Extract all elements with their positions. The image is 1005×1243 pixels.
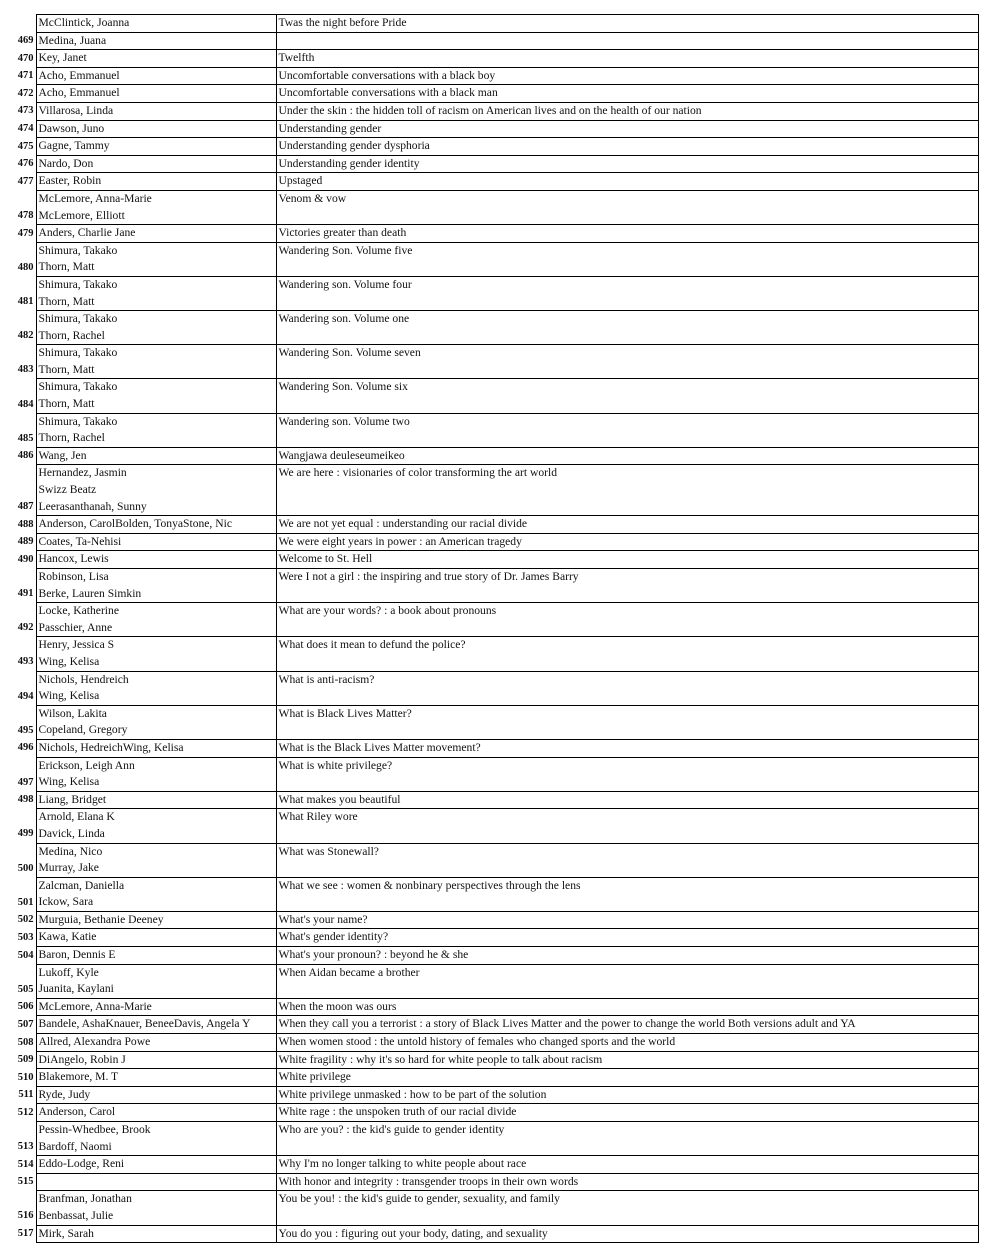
author-name: Anderson, CarolBolden, TonyaStone, Nic	[38, 517, 232, 531]
author-cell	[36, 379, 276, 413]
table-row	[4, 102, 978, 120]
row-number: 507	[17, 1018, 34, 1030]
author-name: McLemore, Anna-Marie	[38, 999, 152, 1013]
title-cell: White rage : the unspoken truth of our racial divide	[276, 1104, 978, 1122]
book-list-table	[4, 14, 979, 1243]
author-cell	[36, 1069, 276, 1087]
title-cell: Victories greater than death	[276, 225, 978, 243]
table-row	[4, 1051, 978, 1069]
book-list-page	[0, 14, 1005, 1243]
author-name: Copeland, Gregory	[38, 723, 128, 737]
author-cell	[36, 1086, 276, 1104]
author-name: Bardoff, Naomi	[38, 1139, 112, 1153]
author-name: Murguia, Bethanie Deeney	[38, 912, 164, 926]
author-name: McClintick, Joanna	[38, 16, 130, 29]
author-name: Henry, Jessica S	[38, 638, 115, 652]
row-number: 477	[17, 175, 34, 187]
row-number: 496	[17, 742, 34, 754]
row-number: 502	[17, 914, 34, 926]
author-name: Wang, Jen	[38, 448, 87, 462]
author-cell	[36, 413, 276, 447]
author-cell	[36, 155, 276, 173]
table-row	[4, 1016, 978, 1034]
author-name: Shimura, Takako	[38, 243, 118, 257]
row-number: 501	[17, 896, 34, 908]
author-cell	[36, 705, 276, 739]
author-name: Leerasanthanah, Sunny	[38, 499, 147, 513]
table-row	[4, 173, 978, 191]
row-number: 492	[17, 622, 34, 634]
title-cell: What is Black Lives Matter?	[276, 705, 978, 739]
title-cell: We were eight years in power : an American tragedy	[276, 533, 978, 551]
row-number: 473	[17, 105, 34, 117]
row-number: 474	[17, 123, 34, 135]
table-row	[4, 637, 978, 671]
row-number: 510	[17, 1071, 34, 1083]
author-name: Benbassat, Julie	[38, 1208, 114, 1222]
table-row	[4, 1104, 978, 1122]
table-row	[4, 413, 978, 447]
author-cell	[36, 1191, 276, 1225]
author-name: Shimura, Takako	[38, 414, 118, 428]
author-name: Wilson, Lakita	[38, 706, 107, 720]
author-cell	[36, 739, 276, 757]
table-row	[4, 964, 978, 998]
author-name: Medina, Nico	[38, 844, 103, 858]
row-number: 469	[17, 35, 34, 47]
author-cell	[36, 671, 276, 705]
table-row	[4, 1173, 978, 1191]
table-row	[4, 569, 978, 603]
author-name: Anders, Charlie Jane	[38, 226, 136, 240]
author-name: Eddo-Lodge, Reni	[38, 1157, 125, 1171]
title-cell: When they call you a terrorist : a story of Black Lives Matter and the power to change the world Both versions adult and YA	[276, 1016, 978, 1034]
table-row	[4, 533, 978, 551]
author-name: Key, Janet	[38, 51, 87, 65]
author-name: Davick, Linda	[38, 826, 105, 840]
author-name: Coates, Ta-Nehisi	[38, 534, 122, 548]
table-row	[4, 345, 978, 379]
title-cell: Welcome to St. Hell	[276, 551, 978, 569]
row-number: 514	[17, 1158, 34, 1170]
author-name: Nardo, Don	[38, 156, 94, 170]
author-cell	[36, 843, 276, 877]
author-cell	[36, 138, 276, 156]
row-number: 480	[17, 261, 34, 273]
title-cell: We are not yet equal : understanding our racial divide	[276, 516, 978, 534]
row-number: 486	[17, 450, 34, 462]
row-number: 516	[17, 1210, 34, 1222]
author-name: Murray, Jake	[38, 861, 99, 875]
title-cell: Understanding gender dysphoria	[276, 138, 978, 156]
table-row	[4, 843, 978, 877]
table-row	[4, 1069, 978, 1087]
author-name: Ryde, Judy	[38, 1087, 91, 1101]
author-cell	[36, 964, 276, 998]
row-number: 500	[17, 862, 34, 874]
row-number: 479	[17, 227, 34, 239]
row-number: 485	[17, 432, 34, 444]
title-cell: White fragility : why it's so hard for white people to talk about racism	[276, 1051, 978, 1069]
author-cell	[36, 911, 276, 929]
row-number: 475	[17, 140, 34, 152]
row-number: 494	[17, 690, 34, 702]
row-number: 471	[17, 70, 34, 82]
author-name: Kawa, Katie	[38, 930, 97, 944]
title-cell: What Riley wore	[276, 809, 978, 843]
title-cell: Wandering Son. Volume five	[276, 242, 978, 276]
table-row	[4, 791, 978, 809]
table-row	[4, 311, 978, 345]
row-number: 508	[17, 1036, 34, 1048]
author-cell	[36, 1173, 276, 1191]
table-row	[4, 15, 978, 33]
table-row	[4, 1034, 978, 1052]
title-cell: What's your pronoun? : beyond he & she	[276, 947, 978, 965]
table-row	[4, 911, 978, 929]
row-number: 517	[17, 1228, 34, 1240]
title-cell: Wandering son. Volume four	[276, 276, 978, 310]
row-number: 483	[17, 364, 34, 376]
title-cell: Wangjawa deuleseumeikeo	[276, 447, 978, 465]
table-row	[4, 516, 978, 534]
title-cell: What was Stonewall?	[276, 843, 978, 877]
table-row	[4, 1086, 978, 1104]
author-cell	[36, 345, 276, 379]
row-number: 489	[17, 536, 34, 548]
row-number: 498	[17, 794, 34, 806]
title-cell: With honor and integrity : transgender troops in their own words	[276, 1173, 978, 1191]
table-row	[4, 138, 978, 156]
author-name: Thorn, Matt	[38, 294, 95, 308]
table-row	[4, 1191, 978, 1225]
author-cell	[36, 50, 276, 68]
table-row	[4, 225, 978, 243]
table-row	[4, 705, 978, 739]
author-name: Thorn, Matt	[38, 260, 95, 274]
title-cell: Uncomfortable conversations with a black man	[276, 85, 978, 103]
title-cell: You do you : figuring out your body, dating, and sexuality	[276, 1225, 978, 1243]
title-cell: What's your name?	[276, 911, 978, 929]
author-name: Passchier, Anne	[38, 620, 113, 634]
author-cell	[36, 1051, 276, 1069]
author-name: Acho, Emmanuel	[38, 86, 120, 100]
table-row	[4, 1225, 978, 1243]
title-cell: Wandering Son. Volume six	[276, 379, 978, 413]
author-name: Hernandez, Jasmin	[38, 466, 127, 480]
row-number: 481	[17, 296, 34, 307]
title-cell: Uncomfortable conversations with a black boy	[276, 67, 978, 85]
author-name: Acho, Emmanuel	[38, 68, 120, 82]
title-cell: When the moon was ours	[276, 998, 978, 1016]
author-cell	[36, 1016, 276, 1034]
row-number: 488	[17, 518, 34, 530]
author-name: Baron, Dennis E	[38, 948, 116, 962]
title-cell: You be you! : the kid's guide to gender, sexuality, and family	[276, 1191, 978, 1225]
author-name: Hancox, Lewis	[38, 552, 109, 566]
author-cell	[36, 311, 276, 345]
author-name: Dawson, Juno	[38, 121, 105, 135]
title-cell: What we see : women & nonbinary perspectives through the lens	[276, 877, 978, 911]
author-cell	[36, 1122, 276, 1156]
table-row	[4, 85, 978, 103]
author-cell	[36, 1034, 276, 1052]
row-number: 505	[17, 983, 34, 995]
title-cell: Were I not a girl : the inspiring and true story of Dr. James Barry	[276, 569, 978, 603]
title-cell: What is anti-racism?	[276, 671, 978, 705]
author-cell	[36, 791, 276, 809]
author-cell	[36, 242, 276, 276]
title-cell: What does it mean to defund the police?	[276, 637, 978, 671]
title-cell: What's gender identity?	[276, 929, 978, 947]
author-cell	[36, 465, 276, 516]
row-number: 476	[17, 158, 34, 170]
row-number: 472	[17, 87, 34, 99]
author-name: Shimura, Takako	[38, 346, 118, 360]
row-number: 512	[17, 1106, 34, 1118]
title-cell: Why I'm no longer talking to white people about race	[276, 1156, 978, 1174]
author-cell	[36, 276, 276, 310]
table-row	[4, 603, 978, 637]
author-cell	[36, 947, 276, 965]
book-list-body	[4, 15, 978, 1243]
title-cell: Under the skin : the hidden toll of racism on American lives and on the health of our nation	[276, 102, 978, 120]
author-name: Medina, Juana	[38, 33, 107, 47]
author-cell	[36, 120, 276, 138]
author-name: Liang, Bridget	[38, 792, 107, 806]
author-name: Wing, Kelisa	[38, 775, 100, 789]
table-row	[4, 671, 978, 705]
row-number: 491	[17, 588, 34, 600]
table-row	[4, 465, 978, 516]
title-cell: What makes you beautiful	[276, 791, 978, 809]
author-cell	[36, 516, 276, 534]
author-name: Zalcman, Daniella	[38, 878, 125, 892]
author-name: Blakemore, M. T	[38, 1070, 119, 1084]
table-row	[4, 739, 978, 757]
author-cell	[36, 190, 276, 224]
author-name: Thorn, Rachel	[38, 328, 105, 342]
row-number: 511	[18, 1089, 34, 1101]
title-cell: What are your words? : a book about pronouns	[276, 603, 978, 637]
table-row	[4, 998, 978, 1016]
row-number: 506	[17, 1001, 34, 1013]
title-cell: Understanding gender identity	[276, 155, 978, 173]
author-cell	[36, 1156, 276, 1174]
title-cell: What is white privilege?	[276, 757, 978, 791]
author-cell	[36, 225, 276, 243]
row-number: 513	[17, 1141, 34, 1153]
table-row	[4, 877, 978, 911]
row-number	[4, 15, 36, 33]
author-name: Shimura, Takako	[38, 380, 118, 394]
row-number: 470	[17, 52, 34, 64]
row-number: 484	[17, 398, 34, 410]
row-number: 499	[17, 828, 34, 840]
table-row	[4, 32, 978, 50]
table-row	[4, 551, 978, 569]
title-cell: Wandering Son. Volume seven	[276, 345, 978, 379]
table-row	[4, 155, 978, 173]
title-cell: Wandering son. Volume two	[276, 413, 978, 447]
author-name: Gagne, Tammy	[38, 139, 110, 153]
author-cell	[36, 877, 276, 911]
table-row	[4, 190, 978, 224]
author-name: Locke, Katherine	[38, 604, 119, 618]
author-name: Thorn, Rachel	[38, 431, 105, 445]
author-cell	[36, 85, 276, 103]
author-name: McLemore, Anna-Marie	[38, 191, 152, 205]
title-cell: Understanding gender	[276, 120, 978, 138]
author-name: Anderson, Carol	[38, 1105, 116, 1119]
row-number: 482	[17, 330, 34, 342]
row-number: 503	[17, 931, 34, 943]
table-row	[4, 379, 978, 413]
author-name: Branfman, Jonathan	[38, 1192, 132, 1206]
table-row	[4, 447, 978, 465]
row-number: 478	[17, 210, 34, 222]
row-number: 504	[17, 949, 34, 961]
title-cell	[276, 32, 978, 50]
title-cell: Who are you? : the kid's guide to gender identity	[276, 1122, 978, 1156]
author-cell	[36, 15, 276, 33]
author-name: Wing, Kelisa	[38, 689, 100, 703]
author-name: Swizz Beatz	[38, 483, 97, 497]
author-name: Nichols, Hendreich	[38, 672, 129, 686]
author-name: Erickson, Leigh Ann	[38, 758, 135, 772]
author-cell	[36, 102, 276, 120]
row-number: 495	[17, 724, 34, 736]
author-cell	[36, 447, 276, 465]
author-name: Ickow, Sara	[38, 895, 94, 909]
row-number: 515	[17, 1176, 34, 1188]
author-name: Nichols, HedreichWing, Kelisa	[38, 740, 184, 754]
table-row	[4, 1156, 978, 1174]
title-cell: Twas the night before Pride	[276, 15, 978, 33]
table-row	[4, 242, 978, 276]
title-cell: What is the Black Lives Matter movement?	[276, 739, 978, 757]
title-cell: Twelfth	[276, 50, 978, 68]
row-number: 497	[17, 776, 34, 788]
author-cell	[36, 1104, 276, 1122]
author-name: Lukoff, Kyle	[38, 965, 99, 979]
author-name	[39, 1174, 276, 1191]
author-cell	[36, 757, 276, 791]
row-number: 493	[17, 656, 34, 668]
title-cell: When women stood : the untold history of females who changed sports and the world	[276, 1034, 978, 1052]
table-row	[4, 67, 978, 85]
table-row	[4, 120, 978, 138]
author-cell	[36, 569, 276, 603]
author-cell	[36, 551, 276, 569]
author-cell	[36, 637, 276, 671]
row-number: 487	[17, 501, 34, 513]
author-name: Shimura, Takako	[38, 277, 118, 291]
author-cell	[36, 533, 276, 551]
title-cell: Wandering son. Volume one	[276, 311, 978, 345]
author-name: McLemore, Elliott	[38, 208, 125, 222]
author-name: Allred, Alexandra Powe	[38, 1035, 151, 1049]
author-name: Easter, Robin	[38, 174, 102, 188]
author-name: DiAngelo, Robin J	[38, 1052, 126, 1066]
author-name: Berke, Lauren Simkin	[38, 586, 142, 600]
author-name: Thorn, Matt	[38, 397, 95, 411]
author-cell	[36, 32, 276, 50]
author-name: Thorn, Matt	[38, 362, 95, 376]
author-name: Pessin-Whedbee, Brook	[38, 1123, 151, 1136]
title-cell: White privilege unmasked : how to be part of the solution	[276, 1086, 978, 1104]
title-cell: Upstaged	[276, 173, 978, 191]
table-row	[4, 757, 978, 791]
author-cell	[36, 929, 276, 947]
table-row	[4, 929, 978, 947]
row-number: 490	[17, 553, 34, 565]
title-cell: We are here : visionaries of color transforming the art world	[276, 465, 978, 516]
author-cell	[36, 809, 276, 843]
table-row	[4, 50, 978, 68]
author-name: Shimura, Takako	[38, 312, 118, 326]
author-name: Juanita, Kaylani	[38, 982, 114, 996]
author-name: Robinson, Lisa	[38, 570, 109, 583]
title-cell: Venom & vow	[276, 190, 978, 224]
title-cell: When Aidan became a brother	[276, 964, 978, 998]
table-row	[4, 809, 978, 843]
author-name: Villarosa, Linda	[38, 103, 114, 117]
author-name: Bandele, AshaKnauer, BeneeDavis, Angela Y	[38, 1017, 251, 1031]
table-row	[4, 1122, 978, 1156]
author-cell	[36, 67, 276, 85]
table-row	[4, 276, 978, 310]
author-cell	[36, 603, 276, 637]
row-number: 509	[17, 1054, 34, 1066]
table-row	[4, 947, 978, 965]
title-cell: White privilege	[276, 1069, 978, 1087]
author-cell	[36, 173, 276, 191]
author-cell	[36, 1225, 276, 1243]
author-cell	[36, 998, 276, 1016]
author-name: Mirk, Sarah	[38, 1226, 94, 1240]
author-name: Wing, Kelisa	[38, 654, 100, 668]
author-name: Arnold, Elana K	[38, 810, 115, 824]
